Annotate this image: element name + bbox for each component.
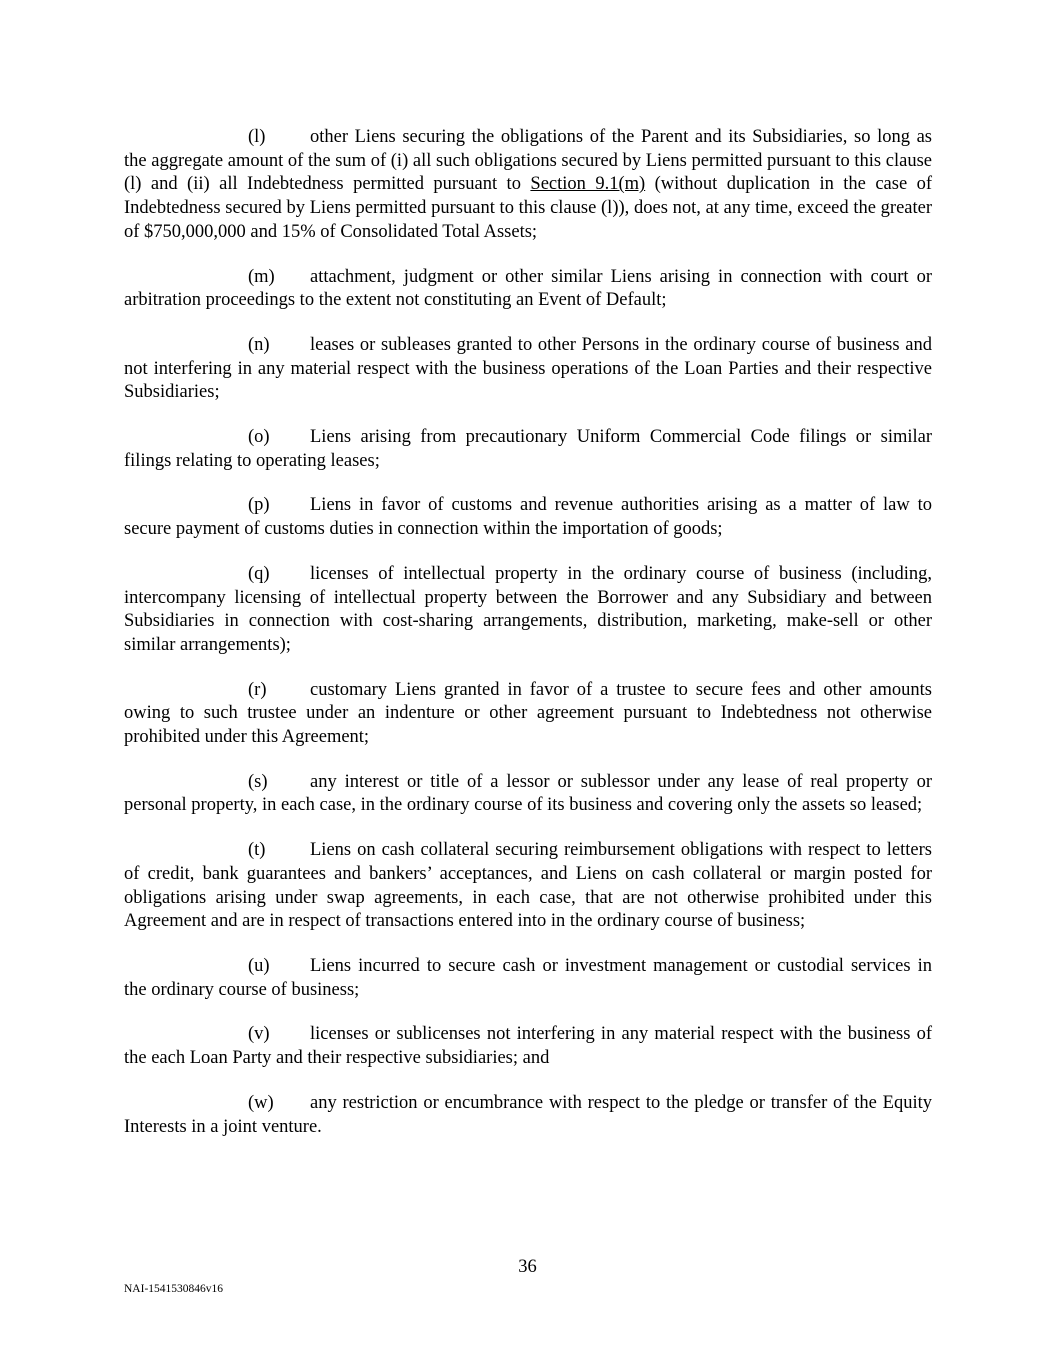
clause-marker: (t): [248, 840, 266, 861]
clause-marker: (v): [248, 1024, 270, 1045]
clause-marker: (q): [248, 563, 270, 584]
clause-m: [124, 266, 932, 313]
clause-p: [124, 494, 932, 541]
clause-t: [124, 839, 932, 934]
clause-text: licenses of intellectual property in the ordinary course of business (including, intercompany licensing of intellectual property between the Borrower and any Subsidiary and between Subsidiaries in connection with cost-sharing arrangements, distribution, marketing, make-sell or other similar arrangements);: [124, 563, 932, 655]
clause-text: customary Liens granted in favor of a trustee to secure fees and other amounts owing to such trustee under an indenture or other agreement pursuant to Indebtedness not otherwise prohibited under this Agreement;: [124, 679, 932, 748]
clause-text: Liens in favor of customs and revenue authorities arising as a matter of law to secure payment of customs duties in connection within the importation of goods;: [124, 495, 932, 540]
document-id-footer: NAI-1541530846v16: [124, 1283, 224, 1295]
clause-marker: (s): [248, 771, 268, 792]
clause-o: [124, 426, 932, 473]
clause-w: [124, 1092, 932, 1139]
clause-text: leases or subleases granted to other Persons in the ordinary course of business and not interfering in any material respect with the business operations of the Loan Parties and their respective Subsidiaries;: [124, 334, 932, 403]
clause-marker: (n): [248, 334, 270, 355]
clause-marker: (r): [248, 679, 267, 700]
clause-v: [124, 1023, 932, 1070]
clause-n: [124, 334, 932, 405]
clause-marker: (o): [248, 427, 270, 448]
clause-u: [124, 955, 932, 1002]
clause-text: (without duplication in the case of Indebtedness secured by Liens permitted pursuant to this clause (l)), does not, at any time, exceed the greater of $750,000,000 and 15% of Consolidated Total Assets;: [124, 174, 933, 242]
section-reference-link[interactable]: Section 9.1(m): [530, 174, 646, 195]
clause-marker: (m): [248, 266, 275, 287]
clause-marker: (l): [248, 127, 266, 147]
clause-text: any restriction or encumbrance with respect to the pledge or transfer of the Equity Interests in a joint venture.: [124, 1092, 932, 1137]
clause-marker: (u): [248, 955, 270, 976]
clause-text: Liens arising from precautionary Uniform Commercial Code filings or similar filings relating to operating leases;: [124, 427, 932, 471]
clause-marker: (p): [248, 495, 270, 516]
clause-s: [124, 771, 932, 818]
clause-marker: (w): [248, 1092, 274, 1113]
clause-r: [124, 679, 932, 750]
clause-text: Liens incurred to secure cash or investment management or custodial services in the ordinary course of business;: [124, 955, 932, 1000]
clause-text: attachment, judgment or other similar Liens arising in connection with court or arbitration proceedings to the extent not constituting an Event of Default;: [124, 266, 932, 311]
clause-q: [124, 563, 932, 658]
clause-l: [124, 126, 932, 245]
clause-text: other Liens securing the obligations of the Parent and its Subsidiaries, so long as the aggregate amount of the sum of (i) all such obligations secured by Liens permitted pursuant to this clause (l) and (ii) all Indebtedness permitted pursuant to: [124, 127, 932, 195]
page-number: 36: [518, 1257, 537, 1277]
clause-text: any interest or title of a lessor or sublessor under any lease of real property or personal property, in each case, in the ordinary course of its business and covering only the assets so leased;: [124, 771, 932, 816]
clause-text: licenses or sublicenses not interfering in any material respect with the business of the each Loan Party and their respective subsidiaries; and: [124, 1024, 932, 1069]
clause-list: [124, 126, 932, 1160]
clause-text: Liens on cash collateral securing reimbursement obligations with respect to letters of credit, bank guarantees and bankers’ acceptances, and Liens on cash collateral or margin posted for obligations arising under swap agreements, in each case, that are not otherwise prohibited under this Agreement and are in respect of transactions entered into in the ordinary course of business;: [124, 840, 932, 932]
